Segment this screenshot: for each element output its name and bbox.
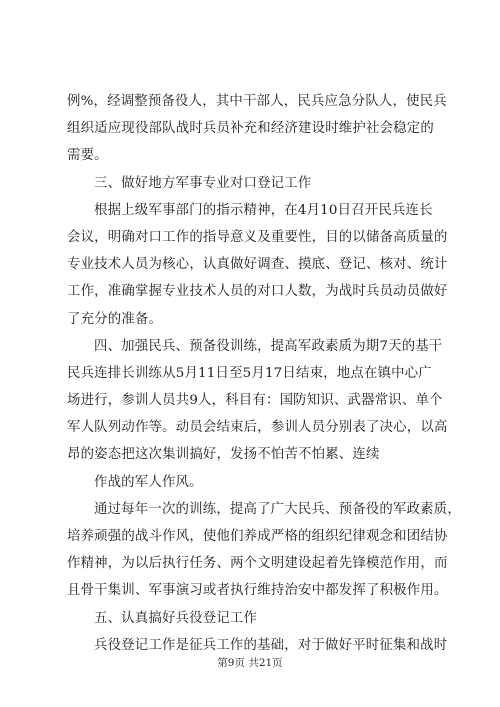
text-line: 作战的军人作风。 (94, 474, 203, 490)
text-line: 兵役登记工作是征兵工作的基础，对于做好平时征集和战时 (94, 637, 448, 653)
text-line: 会议，明确对口工作的指导意义及重要性，目的以储备高质量的 (67, 229, 448, 245)
text-line: 通过每年一次的训练，提高了广大民兵、预备役的军政素质， (94, 501, 461, 517)
text-line: 工作，准确掌握专业技术人员的对口人数，为战时兵员动员做好 (67, 284, 448, 300)
text-line: 培养顽强的战斗作风，使他们养成严格的组织纪律观念和团结协 (67, 529, 448, 544)
page-number-footer: 第9页 共21页 (217, 657, 283, 669)
text-line: 需要。 (67, 148, 108, 164)
text-line: 了充分的准备。 (67, 311, 163, 327)
section-heading: 五、认真搞好兵役登记工作 (94, 610, 258, 626)
text-line: 组织适应现役部队战时兵员补充和经济建设时维护社会稳定的 (67, 121, 434, 137)
text-line: 作精神，为以后执行任务、两个文明建设起着先锋模范作用，而 (67, 556, 448, 572)
text-line: 且骨干集训、军事演习或者执行维持治安中都发挥了积极作用。 (67, 583, 448, 599)
text-line: 例%，经调整预备役人，其中干部人，民兵应急分队人，使民兵 (67, 94, 447, 109)
document-body (67, 88, 461, 659)
text-line: 根据上级军事部门的指示精神，在4月10日召开民兵连长 (94, 202, 433, 218)
section-heading: 四、加强民兵、预备役训练，提高军政素质为期7天的基干 (94, 338, 443, 354)
text-line: 军人队列动作等。动员会结束后，参训人员分别表了决心，以高 (67, 420, 448, 436)
section-heading: 三、做好地方军事专业对口登记工作 (94, 175, 312, 191)
text-line: 昂的姿态把这次集训搞好，发扬不怕苦不怕累、连续 (67, 447, 380, 463)
text-line: 民兵连排长训练从5月11日至5月17日结束，地点在镇中心广 (67, 365, 432, 381)
text-line: 专业技术人员为核心，认真做好调查、摸底、登记、核对、统计 (67, 257, 448, 273)
text-line: 场进行，参训人员共9人，科目有：国防知识、武器常识、单个 (67, 393, 443, 409)
